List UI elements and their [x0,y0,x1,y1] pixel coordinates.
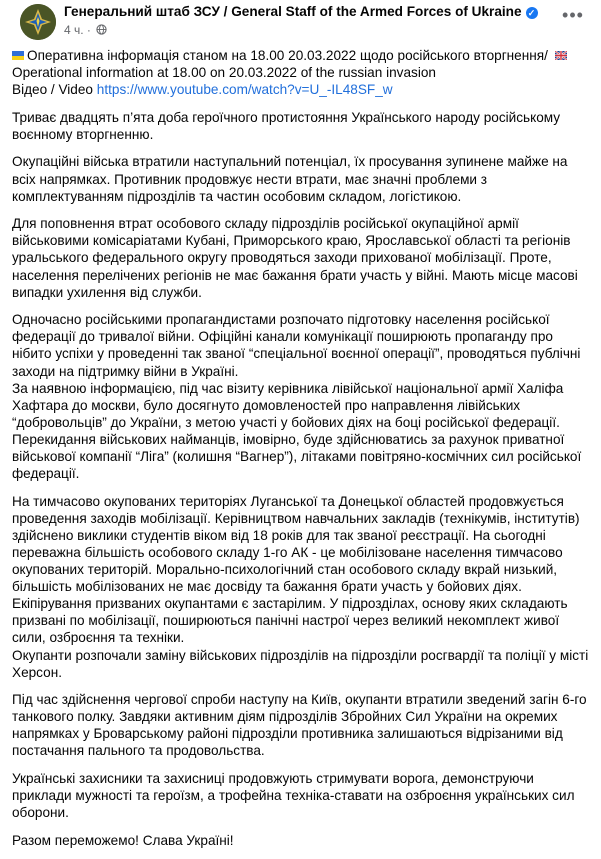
verified-check-icon: ✓ [526,7,538,19]
post-title-ua [12,47,592,64]
title-ua-text: Оперативна інформація станом на 18.00 20.03.2022 щодо російського вторгнення/ [27,48,548,63]
page-name-text[interactable]: Генеральний штаб ЗСУ / General Staff of the Armed Forces of Ukraine [64,4,522,19]
post-title-en: Operational information at 18.00 on 20.03.2022 of the russian invasion [12,65,436,81]
more-options-icon[interactable]: ••• [562,5,584,25]
post-body [12,47,592,859]
post-paragraph: Українські захисники та захисниці продовжують стримувати ворога, демонструючи приклади мужності та героїзм, а трофейна техніка-ставати на озброєння українських сил оборони. [12,771,575,821]
post-meta: 4 ч. · [64,23,107,37]
post-paragraph: Окупаційні війська втратили наступальний потенціал, їх просування зупинене майже на всіх напрямках. Противник продовжує нести втрати, має значні проблеми з комплектуванням підрозділів та частин особовим складом, логістикою. [12,154,568,204]
post-paragraph: Триває двадцять п’ята доба героїчного протистояння Українського народу російському воєнному вторгненню. [12,109,561,142]
post-header [12,0,593,44]
uk-flag-icon [555,51,567,60]
post-paragraph: Під час здійснення чергової спроби наступу на Київ, окупанти втратили зведений загін 6-го танкового полку. Завдяки активним діям підрозділів Збройних Сил України на окремих напрямках у Броварському районі підрозділи противника залишаються відрізаними від постачання пального та продовольства. [12,692,587,759]
video-line [12,81,592,98]
page-avatar[interactable] [20,4,56,40]
post-time[interactable]: 4 ч. [64,23,84,37]
post-paragraph: Окупанти розпочали заміну військових підрозділів на підрозділи росгвардії та поліції у місті Херсон. [12,647,589,680]
post-paragraph: Одночасно російськими пропагандистами розпочато підготовку населення російської федерації до тривалої війни. Офіційні канали комунікації поширюють пропаганду про нібито успіхи у проведенні так званої “спеціальної воєнної операції”, проводяться публічні заходи на підтримку війни в Україні. [12,312,581,379]
ukraine-flag-icon [12,51,24,60]
globe-icon [96,24,107,35]
post-paragraph: Для поповнення втрат особового складу підрозділів російської окупаційної армії військовими комісаріатами Кубані, Приморського краю, Ярославської області та регіонів уральського федерального округу проводяться заходи прихованої мобілізації. Проте, населення перелічених регіонів не має бажання брати участь у війні. Мають місце масові випадки ухилення від служби. [12,216,578,300]
post-paragraph: За наявною інформацією, під час візиту керівника лівійської національної армії Халіфа Хафтара до москви, було досягнуто домовленостей про направлення лівійських “добровольців” до України, з метою участі у бойових діях на боці російської федерації. Перекидання військових найманців, імовірно, буде здійснюватись за рахунок приватної військової компанії “Ліга” (колишня “Вагнер”), літаками повітряно-космічних сил російської федерації. [12,380,582,482]
video-label: Відео / Video [12,82,93,98]
post-paragraph: Разом переможемо! Слава Україні! [12,832,234,848]
post-paragraph: На тимчасово окупованих територіях Луганської та Донецької областей продовжується проведення заходів мобілізації. Керівництвом навчальних закладів (технікумів, інститутів) здійснено виклики студентів віком від 18 років для так званої реєстрації. На сьогодні переважна більшість особового складу 1-го АК - це мобілізоване населення тимчасово окупованих територій. Морально-психологічний стан особового складу вкрай низький, більшість мобілізованих не має досвіду та бажання брати участь у бойових діях. Екіпірування призваних окупантами є застарілим. У підрозділах, основу яких складають призвані по мобілізації, поширюються панічні настрої через великий некомплект живої сили, озброєння та техніки. [12,493,580,646]
general-staff-emblem-icon [20,4,56,40]
page-name-link[interactable] [64,4,538,19]
video-link[interactable]: https://www.youtube.com/watch?v=U_-IL48SF_w [96,82,393,98]
